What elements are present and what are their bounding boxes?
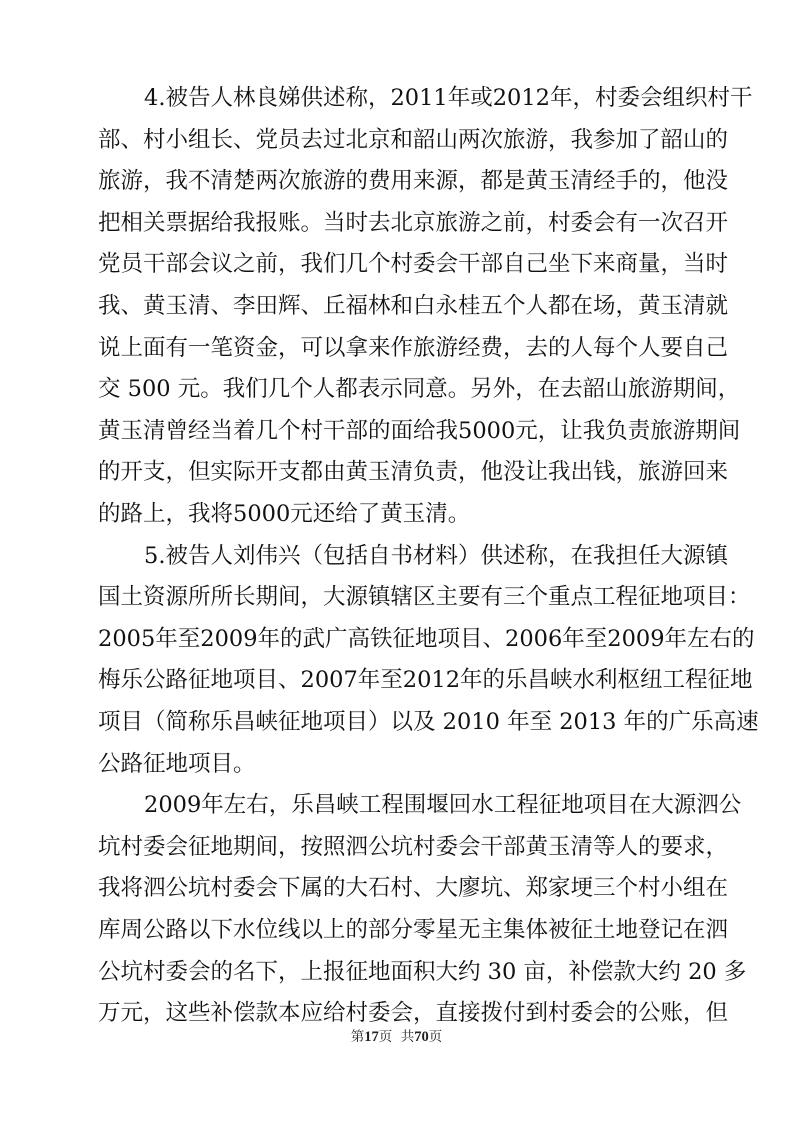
paragraph-4-line-11: 的路上，我将5000元还给了黄玉清。 — [98, 501, 471, 527]
paragraph-6-line-4: 库周公路以下水位线以上的部分零星无主集体被征土地登记在泗 — [98, 917, 729, 943]
paragraph-4-line-8: 交 500 元。我们几个人都表示同意。另外，在去韶山旅游期间， — [98, 376, 741, 403]
paragraph-4-line-4: 把相关票据给我报账。当时去北京旅游之前，村委会有一次召开 — [98, 209, 729, 236]
paragraph-5-line-3: 2005年至2009年的武广高铁征地项目、2006年至2009年左右的 — [98, 625, 755, 652]
paragraph-4-line-10: 的开支，但实际开支都由黄玉清负责，他没让我出钱，旅游回来 — [98, 459, 729, 486]
paragraph-6-line-5: 公坑村委会的名下，上报征地面积大约 30 亩，补偿款大约 20 多 — [98, 958, 747, 985]
paragraph-4-line-6: 我、黄玉清、李田辉、丘福林和白永桂五个人都在场，黄玉清就 — [98, 293, 729, 319]
paragraph-4-line-5: 党员干部会议之前，我们几个村委会干部自己坐下来商量，当时 — [98, 251, 729, 278]
paragraph-6-line-6: 万元，这些补偿款本应给村委会，直接拨付到村委会的公账，但 — [98, 1000, 729, 1027]
paragraph-6-line-2: 坑村委会征地期间，按照泗公坑村委会干部黄玉清等人的要求， — [98, 833, 729, 860]
paragraph-4-line-9: 黄玉清曾经当着几个村干部的面给我5000元，让我负责旅游期间 — [98, 417, 741, 444]
paragraph-5-line-6: 公路征地项目。 — [98, 750, 256, 777]
paragraph-5-line-2: 国土资源所所长期间，大源镇辖区主要有三个重点工程征地项目： — [98, 584, 751, 611]
footer-total-pages: 70 — [414, 1029, 429, 1045]
paragraph-5-line-1: 5.被告人刘伟兴（包括自书材料）供述称，在我担任大源镇 — [144, 542, 728, 569]
footer-mid: 页 共 — [378, 1029, 415, 1045]
paragraph-4-line-7: 说上面有一笔资金，可以拿来作旅游经费，去的人每个人要自己 — [98, 334, 729, 361]
paragraph-5-line-4: 梅乐公路征地项目、2007年至2012年的乐昌峡水利枢纽工程征地 — [98, 667, 753, 694]
paragraph-6-line-3: 我将泗公坑村委会下属的大石村、大廖坑、郑家埂三个村小组在 — [98, 875, 729, 902]
paragraph-5-line-5: 项目（简称乐昌峡征地项目）以及 2010 年至 2013 年的广乐高速 — [98, 709, 759, 735]
footer-prefix: 第 — [350, 1029, 365, 1045]
footer-suffix: 页 — [428, 1029, 443, 1045]
page-footer — [0, 1026, 793, 1048]
paragraph-4-line-3: 旅游，我不清楚两次旅游的费用来源，都是黄玉清经手的，他没 — [98, 168, 729, 195]
footer-page-number: 17 — [364, 1029, 379, 1045]
paragraph-6-line-1: 2009年左右，乐昌峡工程围堰回水工程征地项目在大源泗公 — [144, 792, 742, 819]
paragraph-4-line-1: 4.被告人林良娣供述称，2011年或2012年，村委会组织村干 — [144, 85, 753, 111]
paragraph-4-line-2: 部、村小组长、党员去过北京和韶山两次旅游，我参加了韶山的 — [98, 126, 729, 153]
